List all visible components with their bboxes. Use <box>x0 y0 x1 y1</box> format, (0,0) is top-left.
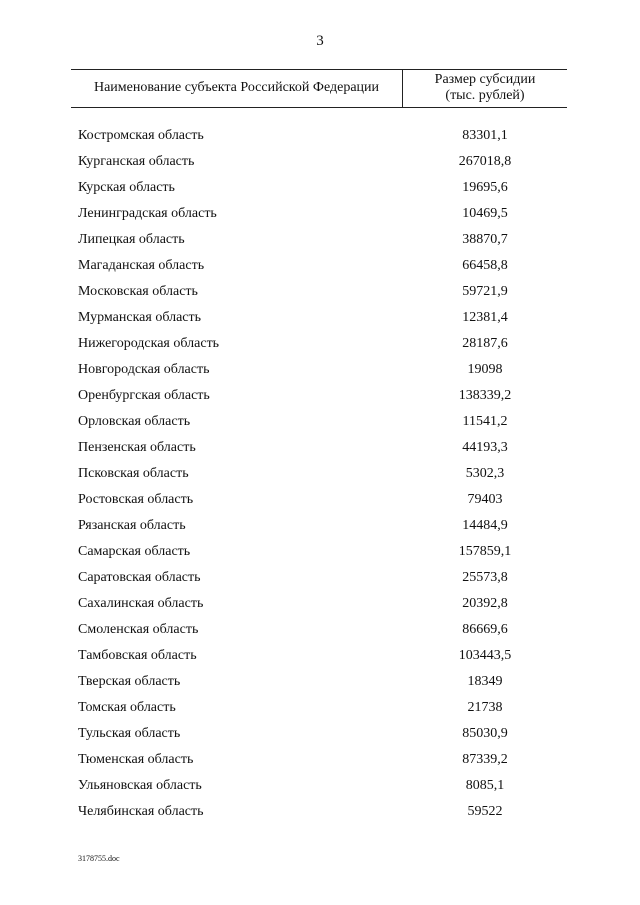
column-header-subsidy <box>403 72 567 104</box>
table-row <box>0 256 640 282</box>
subsidy-amount: 103443,5 <box>458 648 512 663</box>
subsidy-amount: 267018,8 <box>458 154 512 169</box>
subsidy-amount: 59522 <box>467 804 503 819</box>
region-name: Ульяновская область <box>78 778 202 793</box>
table-row <box>0 204 640 230</box>
column-header-subsidy-line2: (тыс. рублей) <box>445 88 525 103</box>
table-row <box>0 334 640 360</box>
document-filename: 3178755.doc <box>78 854 120 863</box>
table-row <box>0 360 640 386</box>
region-name: Курская область <box>78 180 175 195</box>
region-name: Челябинская область <box>78 804 204 819</box>
table-row <box>0 568 640 594</box>
region-name: Костромская область <box>78 128 204 143</box>
column-header-subsidy-line1: Размер субсидии <box>434 72 536 87</box>
table-body <box>0 126 640 828</box>
region-name: Московская область <box>78 284 198 299</box>
table-row <box>0 646 640 672</box>
table-row <box>0 490 640 516</box>
subsidy-amount: 18349 <box>467 674 503 689</box>
table-row <box>0 386 640 412</box>
table-row <box>0 126 640 152</box>
table-row <box>0 698 640 724</box>
table-row <box>0 542 640 568</box>
table-row <box>0 750 640 776</box>
subsidy-amount: 11541,2 <box>462 414 508 429</box>
subsidy-amount: 79403 <box>467 492 503 507</box>
subsidy-amount: 14484,9 <box>462 518 508 533</box>
subsidy-amount: 21738 <box>467 700 503 715</box>
subsidy-amount: 59721,9 <box>462 284 508 299</box>
subsidy-amount: 87339,2 <box>462 752 508 767</box>
region-name: Нижегородская область <box>78 336 220 351</box>
region-name: Оренбургская область <box>78 388 210 403</box>
page-number: 3 <box>316 33 324 49</box>
region-name: Тамбовская область <box>78 648 197 663</box>
subsidy-amount: 138339,2 <box>458 388 512 403</box>
table-row <box>0 438 640 464</box>
region-name: Мурманская область <box>78 310 202 325</box>
region-name: Тульская область <box>78 726 181 741</box>
region-name: Ленинградская область <box>78 206 217 221</box>
subsidy-amount: 12381,4 <box>462 310 508 325</box>
region-name: Томская область <box>78 700 176 715</box>
subsidy-amount: 25573,8 <box>462 570 508 585</box>
table-row <box>0 516 640 542</box>
table-row <box>0 672 640 698</box>
region-name: Смоленская область <box>78 622 199 637</box>
table-row <box>0 178 640 204</box>
region-name: Пензенская область <box>78 440 196 455</box>
subsidy-amount: 20392,8 <box>462 596 508 611</box>
region-name: Сахалинская область <box>78 596 204 611</box>
subsidy-amount: 86669,6 <box>462 622 508 637</box>
region-name: Псковская область <box>78 466 189 481</box>
region-name: Курганская область <box>78 154 195 169</box>
table-row <box>0 308 640 334</box>
region-name: Магаданская область <box>78 258 205 273</box>
subsidy-amount: 157859,1 <box>458 544 512 559</box>
table-row <box>0 776 640 802</box>
table-row <box>0 724 640 750</box>
table-row <box>0 282 640 308</box>
table-header <box>71 69 567 108</box>
table-row <box>0 412 640 438</box>
region-name: Самарская область <box>78 544 191 559</box>
table-row <box>0 464 640 490</box>
subsidy-amount: 19098 <box>467 362 503 377</box>
subsidy-amount: 83301,1 <box>462 128 508 143</box>
region-name: Ростовская область <box>78 492 194 507</box>
subsidy-amount: 8085,1 <box>465 778 505 793</box>
region-name: Орловская область <box>78 414 191 429</box>
table-row <box>0 230 640 256</box>
region-name: Рязанская область <box>78 518 186 533</box>
region-name: Новгородская область <box>78 362 210 377</box>
region-name: Тверская область <box>78 674 181 689</box>
region-name: Саратовская область <box>78 570 201 585</box>
subsidy-amount: 38870,7 <box>462 232 508 247</box>
region-name: Липецкая область <box>78 232 185 247</box>
table-row <box>0 620 640 646</box>
subsidy-amount: 10469,5 <box>462 206 508 221</box>
region-name: Тюменская область <box>78 752 194 767</box>
table-row <box>0 802 640 828</box>
subsidy-amount: 66458,8 <box>462 258 508 273</box>
table-row <box>0 152 640 178</box>
column-header-name: Наименование субъекта Российской Федерации <box>93 80 380 95</box>
subsidy-amount: 19695,6 <box>462 180 508 195</box>
subsidy-amount: 5302,3 <box>465 466 505 481</box>
table-row <box>0 594 640 620</box>
subsidy-amount: 28187,6 <box>462 336 508 351</box>
subsidy-amount: 44193,3 <box>462 440 508 455</box>
subsidy-amount: 85030,9 <box>462 726 508 741</box>
